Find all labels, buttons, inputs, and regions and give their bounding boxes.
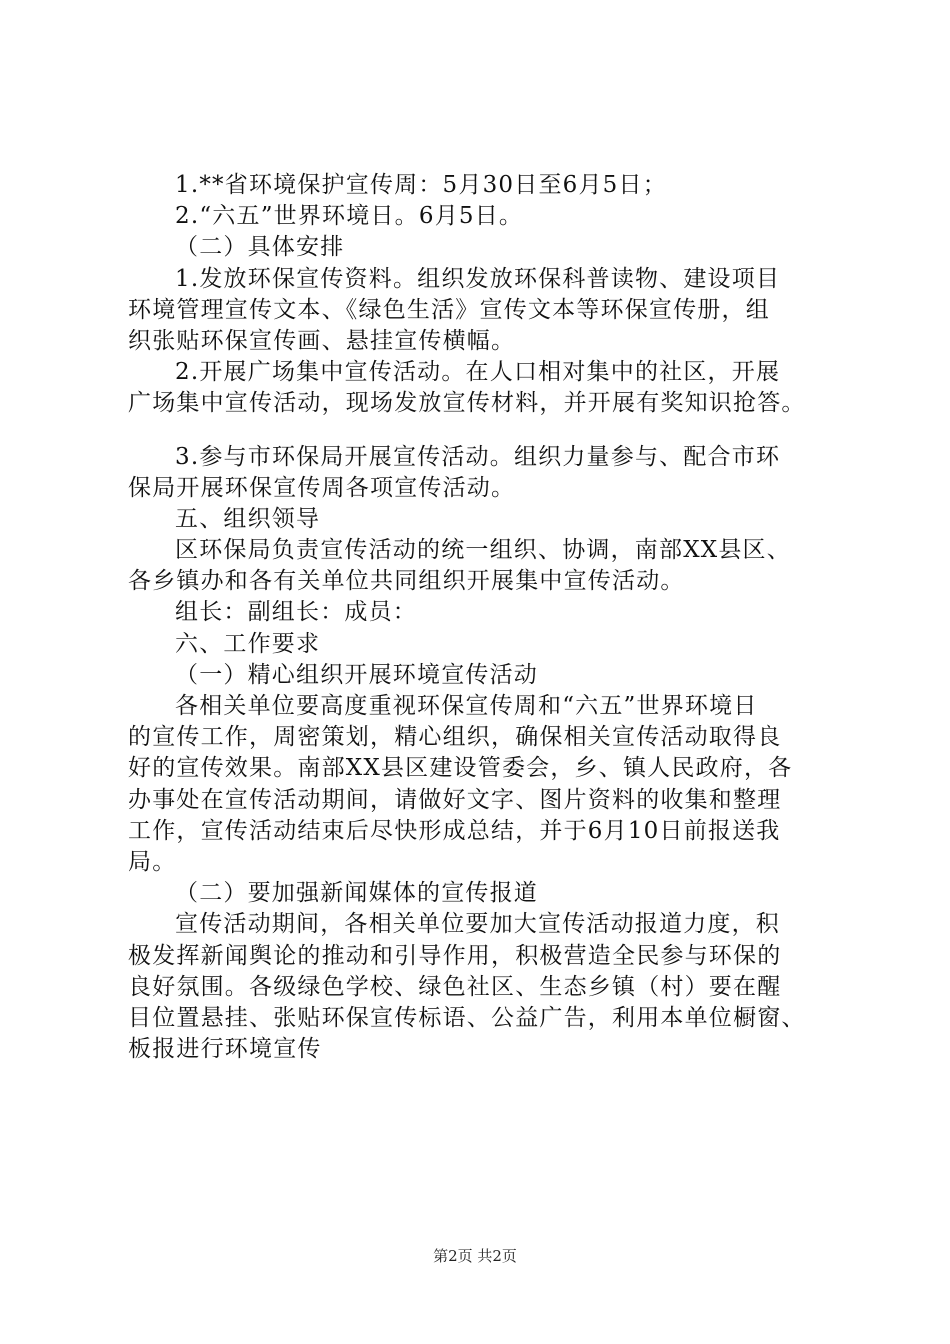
paragraph-line: 好的宣传效果。南部XX县区建设管委会，乡、镇人民政府，各	[128, 755, 793, 782]
paragraph-line: 组长：副组长：成员：	[175, 599, 417, 626]
paragraph-line: 3.参与市环保局开展宣传活动。组织力量参与、配合市环	[175, 443, 781, 470]
document-body	[128, 170, 840, 1065]
paragraph-line: 目位置悬挂、张贴环保宣传标语、公益广告，利用本单位橱窗、	[128, 1004, 806, 1031]
paragraph-line: 环境管理宣传文本、《绿色生活》宣传文本等环保宣传册，组	[128, 296, 770, 323]
section-heading: （一）精心组织开展环境宣传活动	[175, 661, 538, 688]
paragraph-line: 的宣传工作，周密策划，精心组织，确保相关宣传活动取得良	[128, 724, 782, 751]
section-heading: （二）要加强新闻媒体的宣传报道	[175, 880, 538, 907]
paragraph-line: 板报进行环境宣传	[128, 1036, 322, 1063]
paragraph-line: 织张贴环保宣传画、悬挂宣传横幅。	[128, 327, 516, 354]
paragraph-line: 办事处在宣传活动期间，请做好文字、图片资料的收集和整理	[128, 786, 782, 813]
page-number-footer: 第2页 共2页	[433, 1247, 517, 1265]
paragraph-gap	[128, 420, 840, 442]
paragraph-line: 1.**省环境保护宣传周：5月30日至6月5日；	[175, 172, 667, 198]
paragraph-line: 各乡镇办和各有关单位共同组织开展集中宣传活动。	[128, 568, 685, 595]
paragraph-line: 广场集中宣传活动，现场发放宣传材料，并开展有奖知识抢答。	[128, 390, 806, 417]
paragraph-line: 保局开展环保宣传周各项宣传活动。	[128, 474, 516, 501]
paragraph-line: 局。	[128, 848, 177, 875]
section-heading: （二）具体安排	[175, 234, 345, 261]
section-heading: 五、组织领导	[175, 505, 321, 532]
paragraph-line: 极发挥新闻舆论的推动和引导作用，积极营造全民参与环保的	[128, 942, 782, 969]
paragraph-line: 2.“六五”世界环境日。6月5日。	[175, 203, 524, 230]
paragraph-line: 良好氛围。各级绿色学校、绿色社区、生态乡镇（村）要在醒	[128, 973, 782, 1000]
paragraph-line: 宣传活动期间，各相关单位要加大宣传活动报道力度，积	[175, 911, 780, 938]
paragraph-line: 1.发放环保宣传资料。组织发放环保科普读物、建设项目	[175, 265, 781, 292]
paragraph-line: 各相关单位要高度重视环保宣传周和“六五”世界环境日	[175, 693, 758, 719]
section-heading: 六、工作要求	[175, 630, 321, 657]
paragraph-line: 区环保局负责宣传活动的统一组织、协调，南部XX县区、	[175, 537, 791, 564]
paragraph-line: 2.开展广场集中宣传活动。在人口相对集中的社区，开展	[175, 359, 781, 386]
paragraph-line: 工作，宣传活动结束后尽快形成总结，并于6月10日前报送我	[128, 817, 781, 844]
